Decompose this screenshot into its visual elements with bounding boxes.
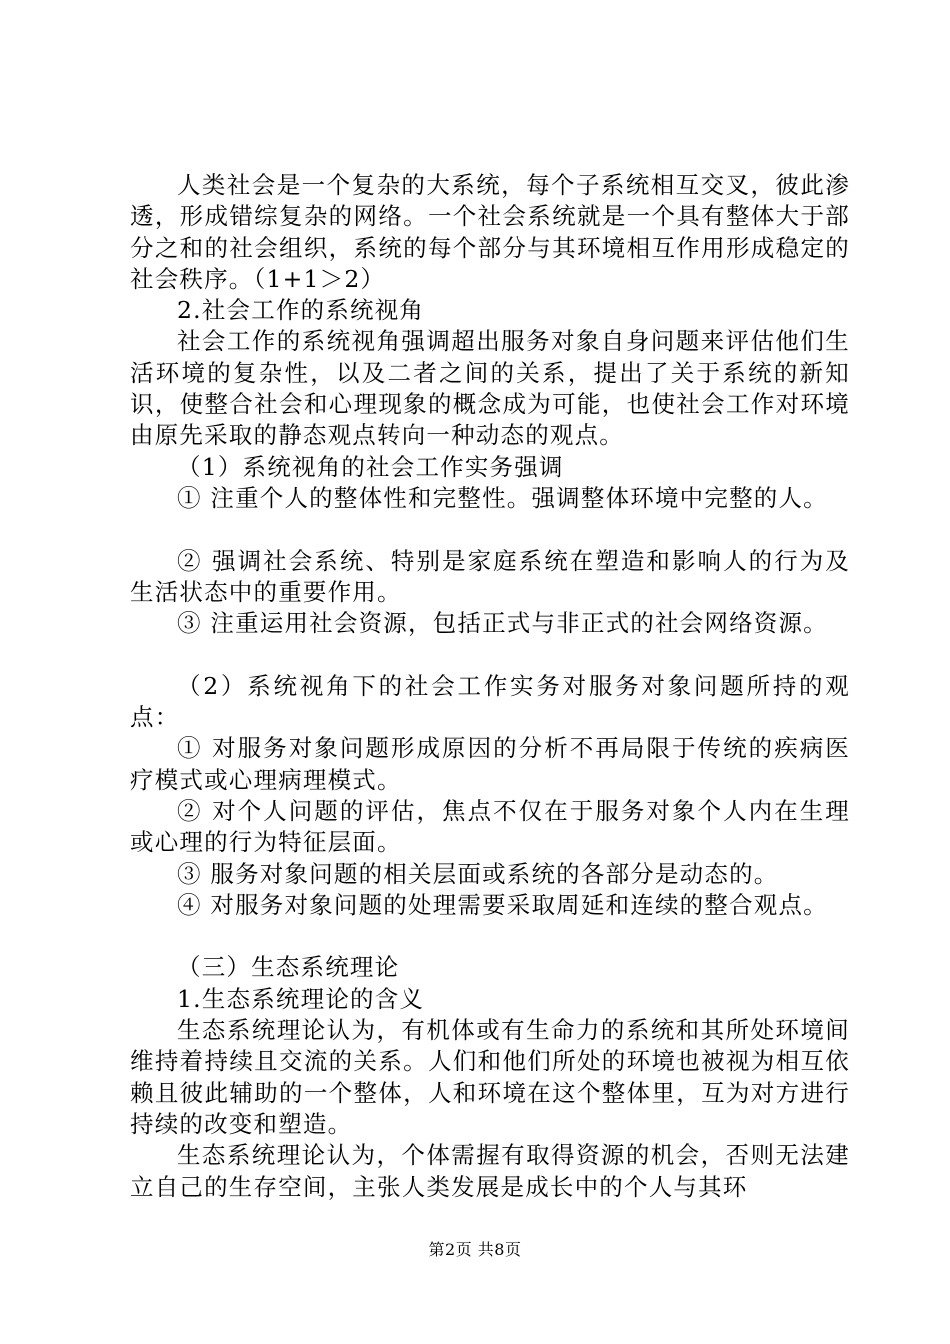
list-item-emphasis-1: ① 注重个人的整体性和完整性。强调整体环境中完整的人。: [177, 483, 828, 512]
paragraph-ecosystem-1: 生态系统理论认为，有机体或有生命力的系统和其所处环境间维持着持续且交流的关系。人们和他们所处的环境也被视为相互依赖且彼此辅助的一个整体，人和环境在这个整体里，互为对方进行持续的改变和塑造。: [130, 1016, 850, 1138]
blank-line: [130, 921, 850, 952]
heading-ecosystem-theory: （三）生态系统理论: [177, 953, 400, 982]
page-number-footer: 第2页 共8页: [428, 1240, 522, 1259]
list-item-view-4: ④ 对服务对象问题的处理需要采取周延和连续的整合观点。: [177, 890, 828, 919]
paragraph-system-perspective: 社会工作的系统视角强调超出服务对象自身问题来评估他们生活环境的复杂性，以及二者之间的关系，提出了关于系统的新知识，使整合社会和心理现象的概念成为可能，也使社会工作对环境由原先采取的静态观点转向一种动态的观点。: [130, 327, 850, 450]
subheading-practice-emphasis: （1）系统视角的社会工作实务强调: [177, 452, 564, 481]
blank-line: [130, 514, 850, 545]
subheading-ecosystem-meaning: 1.生态系统理论的含义: [177, 984, 425, 1013]
list-item-view-2: ② 对个人问题的评估，焦点不仅在于服务对象个人内在生理或心理的行为特征层面。: [130, 796, 850, 857]
paragraph-social-system: 人类社会是一个复杂的大系统，每个子系统相互交叉，彼此渗透，形成错综复杂的网络。一个社会系统就是一个具有整体大于部分之和的社会组织，系统的每个部分与其环境相互作用形成稳定的社会秩序。（1+1＞2）: [130, 171, 850, 293]
list-item-view-1: ① 对服务对象问题形成原因的分析不再局限于传统的疾病医疗模式或心理病理模式。: [130, 734, 850, 794]
list-item-emphasis-2: ② 强调社会系统、特别是家庭系统在塑造和影响人的行为及生活状态中的重要作用。: [130, 546, 850, 606]
document-body: [130, 170, 850, 1203]
paragraph-ecosystem-2: 生态系统理论认为，个体需握有取得资源的机会，否则无法建立自己的生存空间，主张人类发展是成长中的个人与其环: [130, 1141, 850, 1201]
list-item-emphasis-3: ③ 注重运用社会资源，包括正式与非正式的社会网络资源。: [177, 609, 828, 638]
subheading-problem-views: （2）系统视角下的社会工作实务对服务对象问题所持的观点：: [130, 671, 850, 732]
blank-line: [130, 639, 850, 670]
heading-system-perspective: 2.社会工作的系统视角: [177, 296, 425, 325]
list-item-view-3: ③ 服务对象问题的相关层面或系统的各部分是动态的。: [177, 859, 779, 888]
